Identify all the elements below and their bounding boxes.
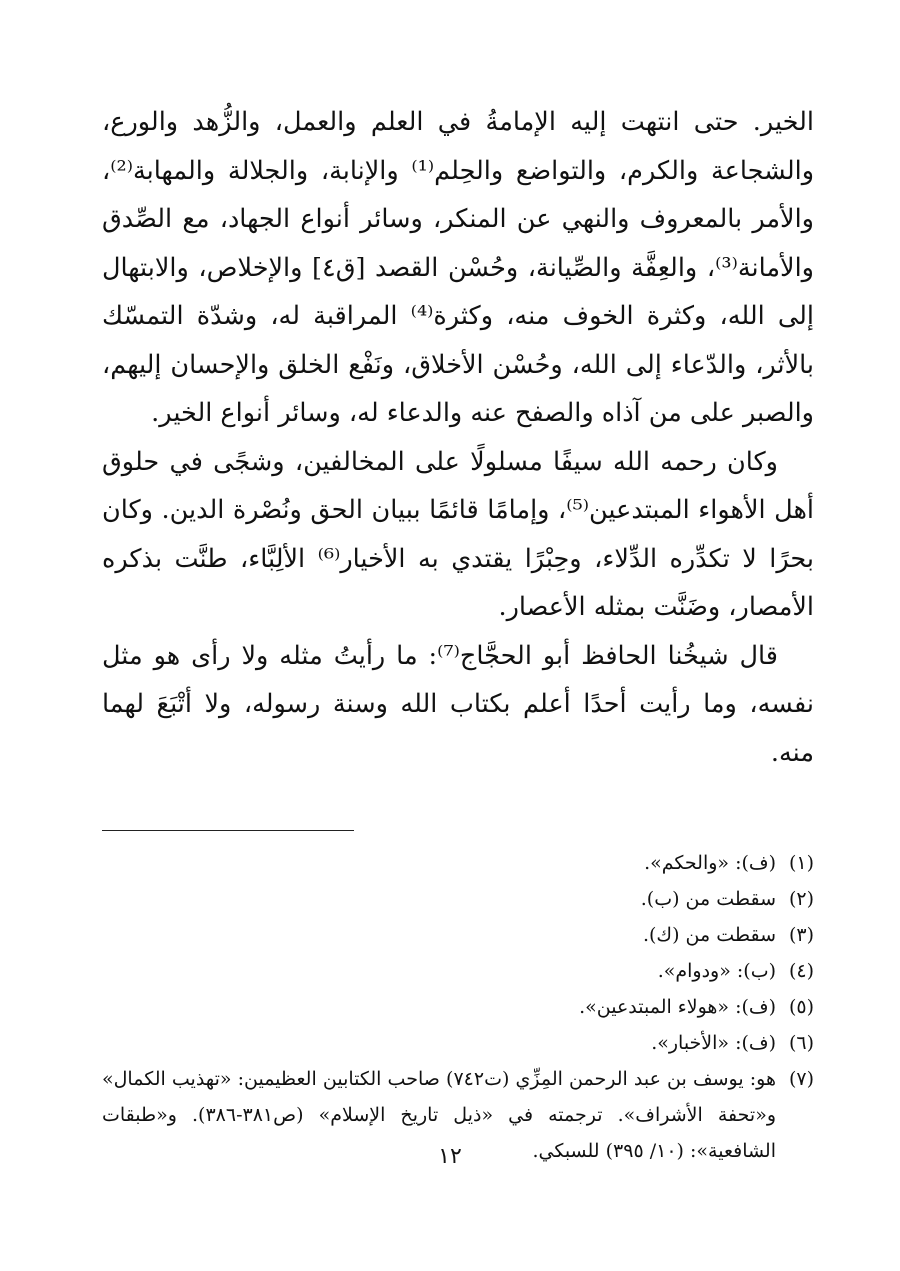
footnote-text: هو: يوسف بن عبد الرحمن المِزِّي (ت٧٤٢) صاحب الكتابين العظيمين: «تهذيب الكمال» و«تحفة الأشراف». ترجمته في «ذيل تاريخ الإسلام» (ص٣٨١-٣٨٦). و«طبقات الشافعية»: (١٠/ ٣٩٥) للسبكي. <box>102 1068 776 1162</box>
footnote-4 <box>102 953 814 989</box>
footnote-1 <box>102 845 814 881</box>
footnote-5 <box>102 989 814 1025</box>
main-text <box>102 98 814 777</box>
footnote-number: (٥) <box>788 996 814 1018</box>
footnote-number: (١) <box>788 852 814 874</box>
footnote-text: (ف): «والحكم». <box>644 852 776 874</box>
footnote-text: سقطت من (ك). <box>642 924 776 946</box>
footnote-6 <box>102 1025 814 1061</box>
footnote-number: (٣) <box>788 924 814 946</box>
footnote-text: (ف): «هولاء المبتدعين». <box>579 996 776 1018</box>
footnote-number: (٦) <box>788 1032 814 1054</box>
paragraph-2: وكان رحمه الله سيفًا مسلولًا على المخالفين، وشجًى في حلوق أهل الأهواء المبتدعين⁽⁵⁾، وإمامًا قائمًا ببيان الحق ونُصْرة الدين. وكان بحرًا لا تكدِّره الدِّلاء، وحِبْرًا يقتدي به الأخيار⁽⁶⁾ الألِبَّاء، طنَّت بذكره الأمصار، وضَنَّت بمثله الأعصار. <box>102 446 814 622</box>
footnote-number: (٢) <box>788 888 814 910</box>
footnote-text: (ب): «ودوام». <box>657 960 776 982</box>
footnote-divider-wrap <box>102 777 814 845</box>
paragraph-1: الخير. حتى انتهت إليه الإمامةُ في العلم والعمل، والزُّهد والورع، والشجاعة والكرم، والتواضع والحِلم⁽¹⁾ والإنابة، والجلالة والمهابة⁽²⁾، والأمر بالمعروف والنهي عن المنكر، وسائر أنواع الجهاد، مع الصِّدق والأمانة⁽³⁾، والعِفَّة والصِّيانة، وحُسْن القصد [ق٤] والإخلاص، والابتهال إلى الله، وكثرة الخوف منه، وكثرة⁽⁴⁾ المراقبة له، وشدّة التمسّك بالأثر، والدّعاء إلى الله، وحُسْن الأخلاق، ونَفْع الخلق والإحسان إليهم، والصبر على من آذاه والصفح عنه والدعاء له، وسائر أنواع الخير. <box>102 107 815 428</box>
footnote-text: سقطت من (ب). <box>640 888 776 910</box>
footnote-2 <box>102 881 814 917</box>
footnote-text: (ف): «الأخبار». <box>651 1032 776 1054</box>
footnote-number: (٧) <box>788 1068 814 1090</box>
footnote-divider <box>102 830 354 831</box>
footnotes <box>102 845 814 1169</box>
footnote-3 <box>102 917 814 953</box>
paragraph-3: قال شيخُنا الحافظ أبو الحجَّاج⁽⁷⁾: ما رأيتُ مثله ولا رأى هو مثل نفسه، وما رأيت أحدًا أعلم بكتاب الله وسنة رسوله، ولا أتْبَعَ لهما منه. <box>102 640 814 768</box>
page-number: ١٢ <box>438 1144 462 1169</box>
footnote-number: (٤) <box>788 960 814 982</box>
